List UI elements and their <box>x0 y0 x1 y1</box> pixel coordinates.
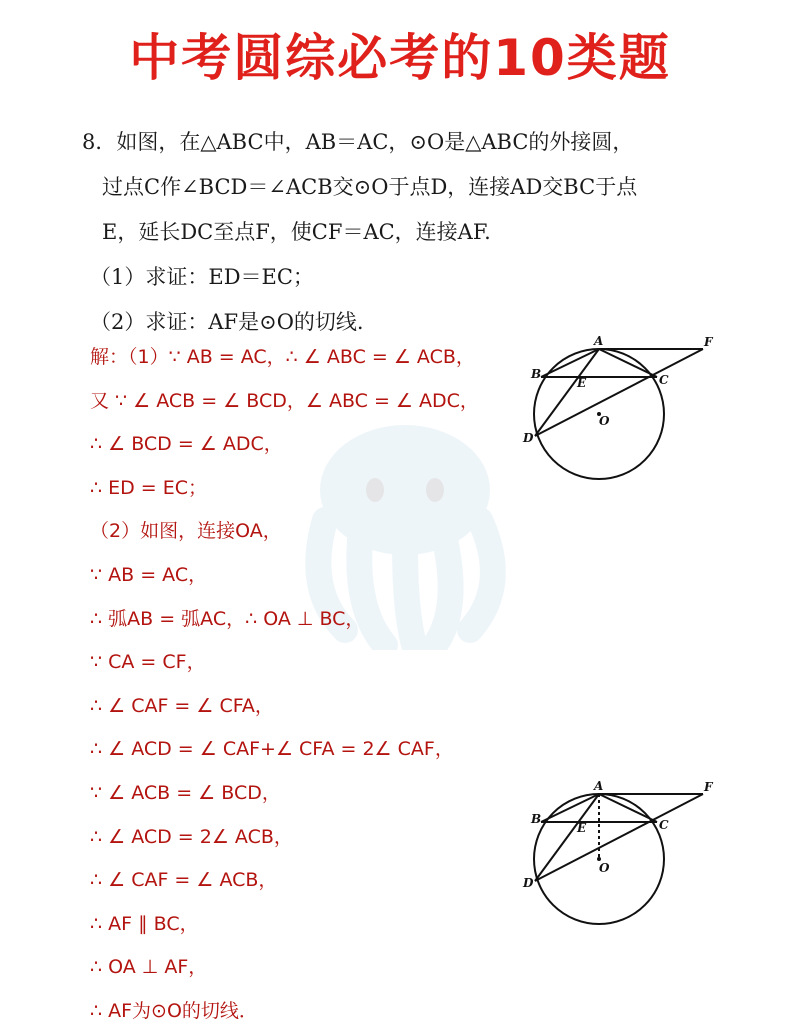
label-B: B <box>531 812 542 826</box>
solution <box>90 336 530 1034</box>
solution-line: ∵ CA = CF， <box>90 651 206 674</box>
label-D: D <box>523 876 534 890</box>
geometry-figure-1 <box>515 330 725 480</box>
label-F: F <box>704 780 713 794</box>
label-B: B <box>531 367 542 381</box>
solution-line: ∴ ∠ CAF = ∠ CFA， <box>90 694 274 717</box>
label-D: D <box>523 431 534 445</box>
solution-line: ∵ ∠ ACB = ∠ BCD， <box>90 781 281 804</box>
label-O: O <box>599 861 610 875</box>
solution-line: ∵ AB = AC， <box>90 563 208 586</box>
solution-line: ∴ 弧AB = 弧AC，∴ OA ⊥ BC， <box>90 607 365 630</box>
solution-line: 又 ∵ ∠ ACB = ∠ BCD，∠ ABC = ∠ ADC， <box>90 389 479 412</box>
solution-line: ∴ OA ⊥ AF， <box>90 956 208 979</box>
label-A: A <box>594 779 604 793</box>
label-E: E <box>577 376 587 390</box>
question-2: （2）求证：AF是⊙O的切线. <box>90 310 364 334</box>
problem-statement <box>82 120 722 345</box>
label-A: A <box>594 334 604 348</box>
problem-line: E，延长DC至点F，使CF＝AC，连接AF. <box>102 220 491 244</box>
geometry-figure-2 <box>515 775 725 935</box>
label-C: C <box>659 373 669 387</box>
label-E: E <box>577 821 587 835</box>
page-title: 中考圆综必考的10类题 <box>129 29 671 87</box>
question-1: （1）求证：ED＝EC； <box>90 265 314 289</box>
solution-line: ∴ AF ∥ BC， <box>90 912 199 935</box>
solution-line: ∴ ∠ ACD = 2∠ ACB， <box>90 825 293 848</box>
label-O: O <box>599 414 610 428</box>
label-C: C <box>659 818 669 832</box>
problem-line: 过点C作∠BCD＝∠ACB交⊙O于点D，连接AD交BC于点 <box>102 175 638 199</box>
solution-line: ∴ ∠ ACD = ∠ CAF+∠ CFA = 2∠ CAF， <box>90 738 454 761</box>
solution-line: ∴ ∠ CAF = ∠ ACB， <box>90 869 278 892</box>
solution-line: ∴ ED = EC； <box>90 476 208 499</box>
solution-line: ∴ ∠ BCD = ∠ ADC， <box>90 433 283 456</box>
solution-line: 解：（1）∵ AB = AC，∴ ∠ ABC = ∠ ACB， <box>90 346 475 368</box>
solution-line: （2）如图，连接OA， <box>90 520 282 543</box>
solution-line: ∴ AF为⊙O的切线． <box>90 999 258 1022</box>
problem-line: 8．如图，在△ABC中，AB＝AC，⊙O是△ABC的外接圆， <box>82 130 634 154</box>
label-F: F <box>704 335 713 349</box>
